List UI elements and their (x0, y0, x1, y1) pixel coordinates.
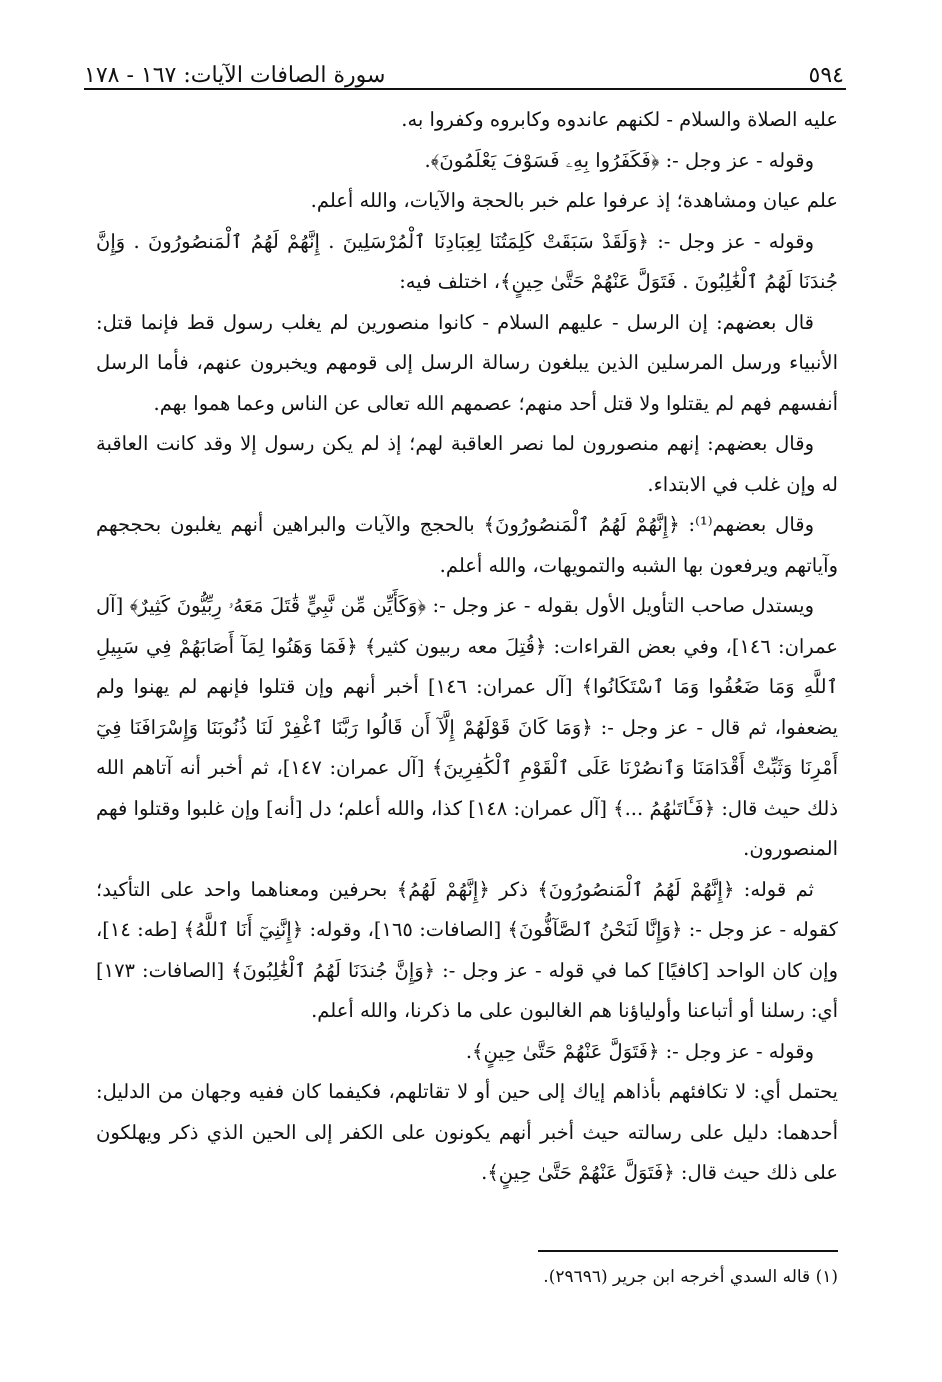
header-divider (84, 88, 846, 90)
page-number: ٥٩٤ (808, 63, 844, 88)
paragraph: قال بعضهم: إن الرسل - عليهم السلام - كانوا منصورين لم يغلب رسول قط فإنما قتل: الأنبياء ورسل المرسلين الذين يبلغون رسالة الرسل إلى قومهم ويخبرون عنهم، فأما الرسل أنفسهم فهم لم يقتلوا ولا قتل أحد منهم؛ عصمهم الله تعالى عن الناس وعما هموا بهم. (96, 310, 838, 415)
paragraph: وقوله - عز وجل -: ﴿وَلَقَدْ سَبَقَتْ كَلِمَتُنَا لِعِبَادِنَا ٱلْمُرْسَلِينَ . إِنَّهُمْ لَهُمُ ٱلْمَنصُورُونَ . وَإِنَّ جُندَنَا لَهُمُ ٱلْغَٰلِبُونَ . فَتَوَلَّ عَنْهُمْ حَتَّىٰ حِينٍ﴾، اختلف فيه: (96, 229, 838, 293)
paragraph: وقال بعضهم⁽¹⁾: ﴿إِنَّهُمْ لَهُمُ ٱلْمَنصُورُونَ﴾ بالحجج والآيات والبراهين أنهم يغلبون بحججهم وآياتهم ويرفعون بها الشبه والتمويهات، والله أعلم. (96, 513, 838, 577)
paragraph: ويستدل صاحب التأويل الأول بقوله - عز وجل -: ﴿وَكَأَيِّن مِّن نَّبِيٍّ قَٰتَلَ مَعَهُۥ رِبِّيُّونَ كَثِيرٌ﴾ [آل عمران: ١٤٦]، وفي بعض القراءات: ﴿قُتِلَ معه ربيون كثير﴾ ﴿فَمَا وَهَنُوا لِمَآ أَصَابَهُمْ فِي سَبِيلِ ٱللَّهِ وَمَا ضَعُفُوا وَمَا ٱسْتَكَانُوا﴾ [آل عمران: ١٤٦] أخبر أنهم وإن قتلوا فإنهم لم يهنوا ولم يضعفوا، ثم قال - عز وجل -: ﴿وَمَا كَانَ قَوْلَهُمْ إِلَّآ أَن قَالُوا رَبَّنَا ٱغْفِرْ لَنَا ذُنُوبَنَا وَإِسْرَافَنَا فِيٓ أَمْرِنَا وَثَبِّتْ أَقْدَامَنَا وَٱنصُرْنَا عَلَى ٱلْقَوْمِ ٱلْكَٰفِرِينَ﴾ [آل عمران: ١٤٧]، ثم أخبر أنه آتاهم الله ذلك حيث قال: ﴿فَـَٔاتَىٰهُمُ ...﴾ [آل عمران: ١٤٨] كذا، والله أعلم؛ دل [أنه] وإن غلبوا وقتلوا فهم المنصورون. (96, 594, 839, 860)
paragraph: ثم قوله: ﴿إِنَّهُمْ لَهُمُ ٱلْمَنصُورُونَ﴾ ذكر ﴿إِنَّهُمْ لَهُمُ﴾ بحرفين ومعناهما واحد على التأكيد؛ كقوله - عز وجل -: ﴿وَإِنَّا لَنَحْنُ ٱلصَّآفُّونَ﴾ [الصافات: ١٦٥]، وقوله: ﴿إِنَّنِيٓ أَنَا ٱللَّهُ﴾ [طه: ١٤]، وإن كان الواحد [كافيًا] كما في قوله - عز وجل -: ﴿وَإِنَّ جُندَنَا لَهُمُ ٱلْغَٰلِبُونَ﴾ [الصافات: ١٧٣] أي: رسلنا أو أتباعنا وأولياؤنا هم الغالبون على ما ذكرنا، والله أعلم. (96, 877, 838, 1022)
paragraph: عليه الصلاة والسلام - لكنهم عاندوه وكابروه وكفروا به. (401, 108, 838, 131)
paragraph: وقوله - عز وجل -: ﴿فَتَوَلَّ عَنْهُمْ حَتَّىٰ حِينٍ﴾. (465, 1039, 814, 1063)
main-text (96, 100, 838, 1194)
footnote: (١) قاله السدي أخرجه ابن جرير (٢٩٦٩٦). (543, 1267, 838, 1287)
paragraph: يحتمل أي: لا تكافئهم بأذاهم إياك إلى حين أو لا تقاتلهم، فكيفما كان ففيه وجهان من الدليل: أحدهما: دليل على رسالته حيث أخبر أنهم يكونون على الكفر إلى الحين الذي ذكر ويهلكون على ذلك حيث قال: ﴿فَتَوَلَّ عَنْهُمْ حَتَّىٰ حِينٍ﴾. (96, 1080, 838, 1184)
running-title: سورة الصافات الآيات: ١٦٧ - ١٧٨ (84, 63, 386, 88)
paragraph: وقال بعضهم: إنهم منصورون لما نصر العاقبة لهم؛ إذ لم يكن رسول إلا وقد كانت العاقبة له وإن غلب في الابتداء. (96, 432, 838, 496)
paragraph: علم عيان ومشاهدة؛ إذ عرفوا علم خبر بالحجة والآيات، والله أعلم. (310, 189, 838, 212)
paragraph: وقوله - عز وجل -: ﴿فَكَفَرُوا بِهِۦ فَسَوْفَ يَعْلَمُونَ﴾. (424, 148, 814, 172)
page-header (84, 48, 844, 88)
footnote-divider (538, 1250, 838, 1252)
